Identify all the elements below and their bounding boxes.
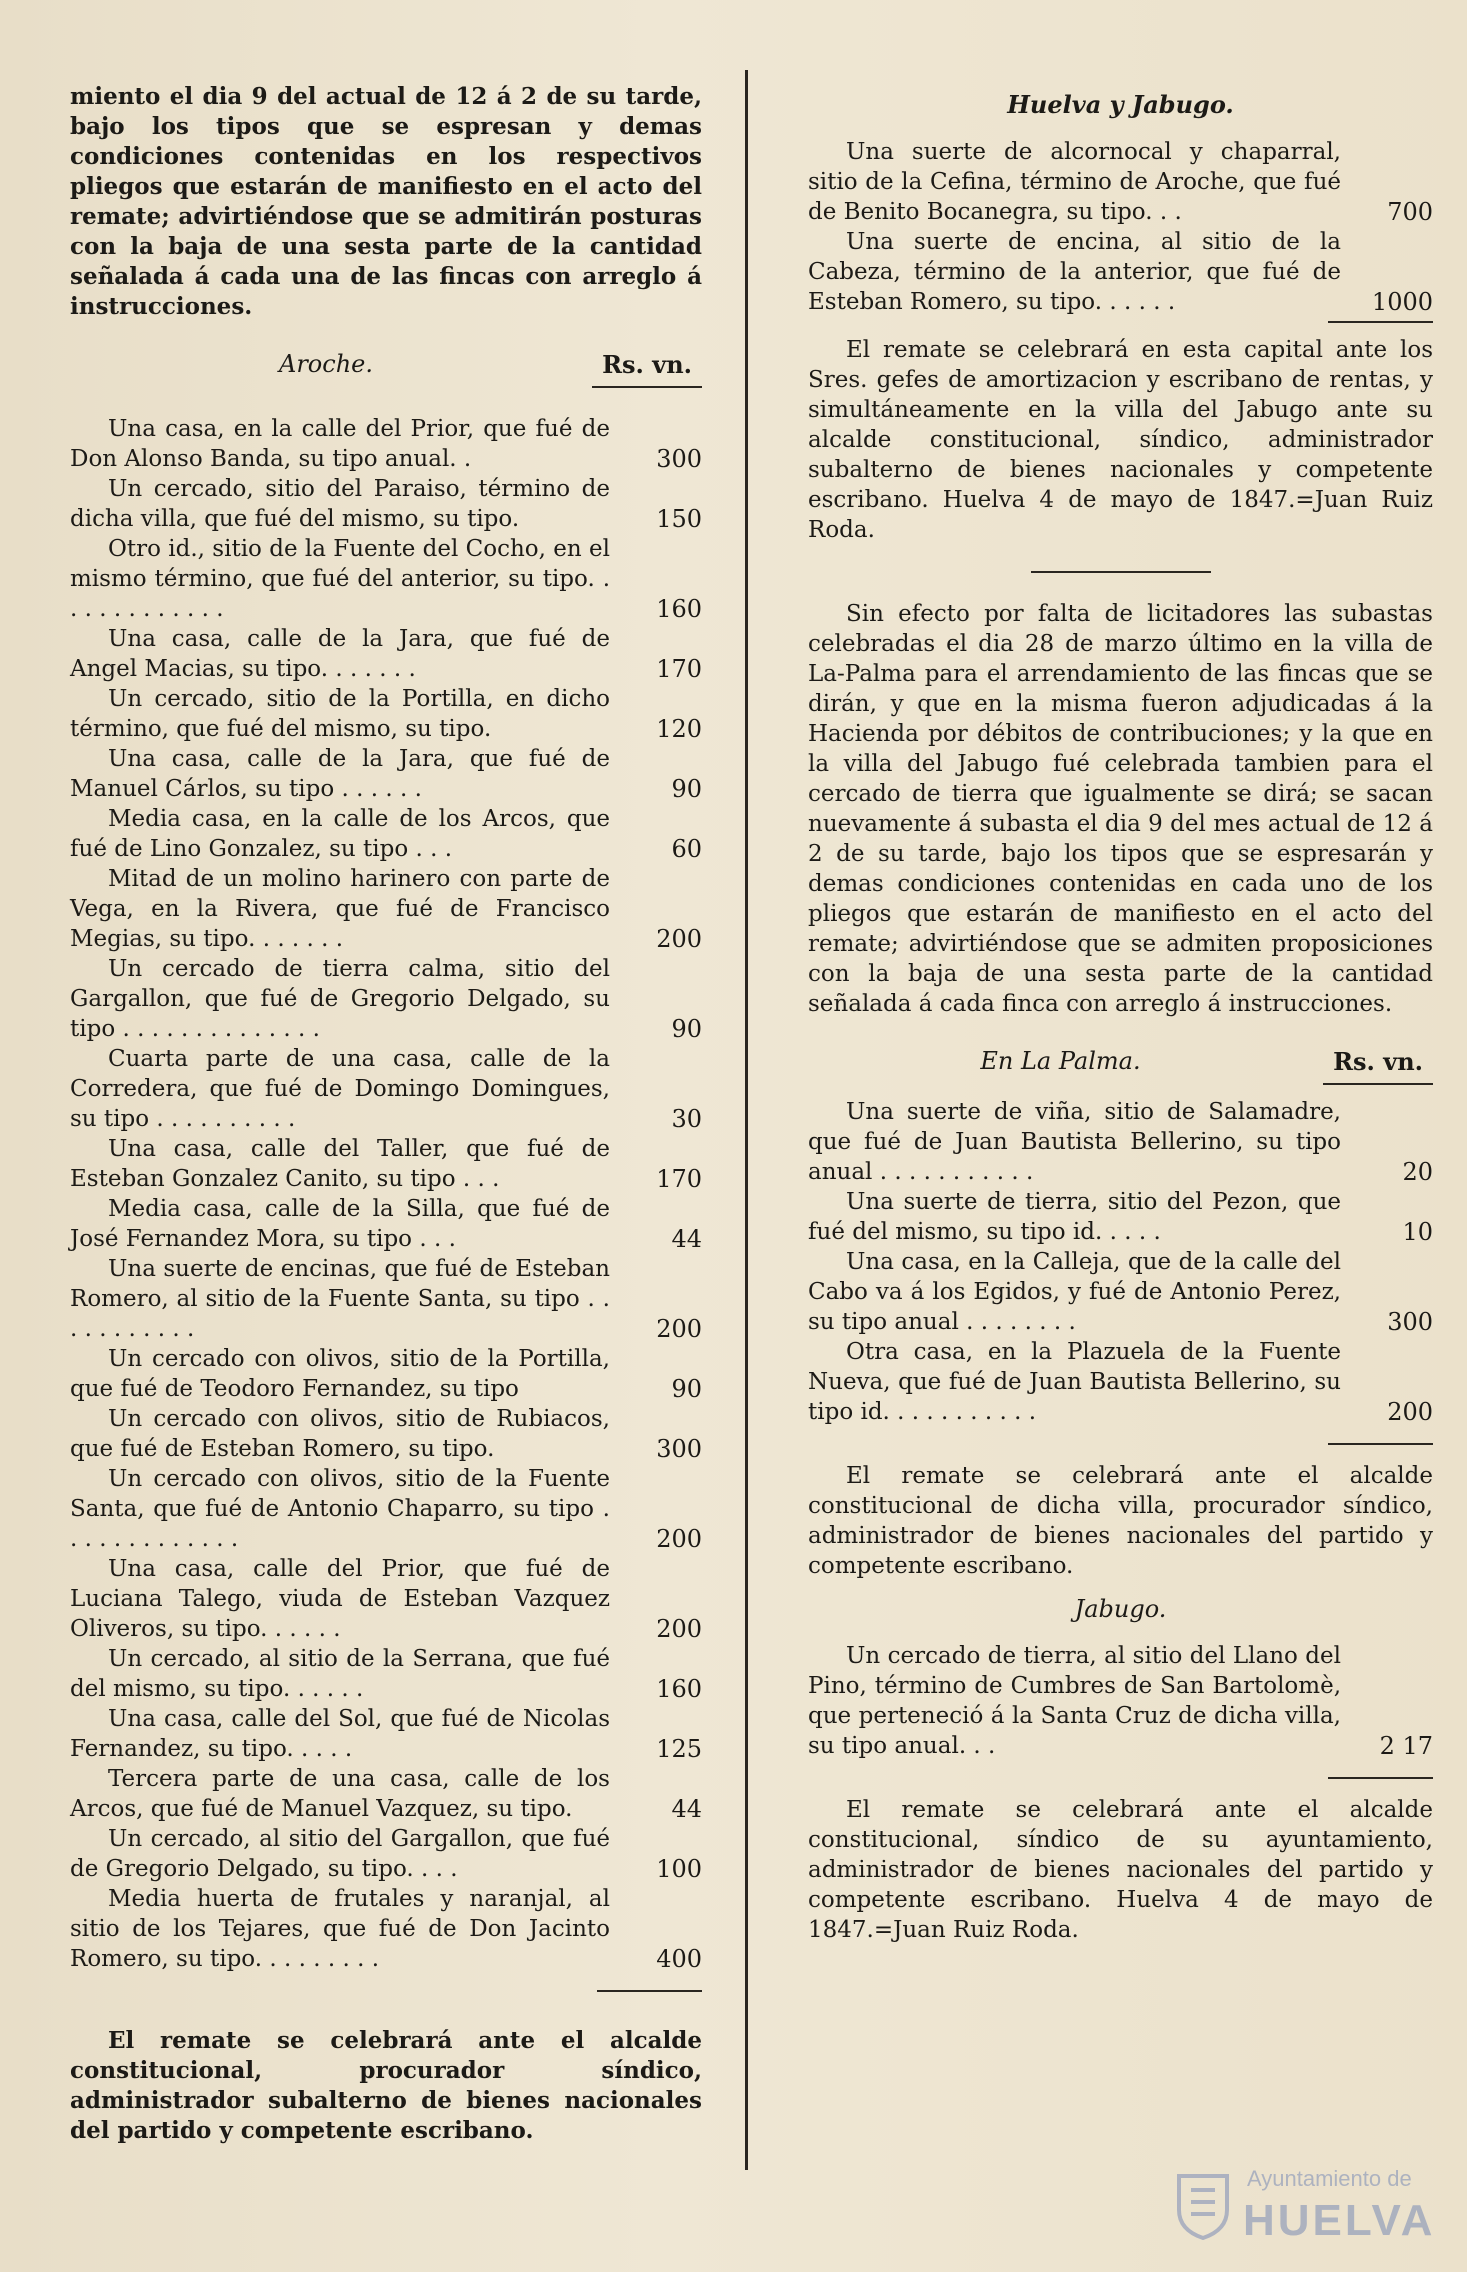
list-item (70, 1254, 702, 1344)
list-item (70, 474, 702, 534)
list-item (808, 1641, 1433, 1761)
item-price: 90 (671, 1375, 702, 1403)
item-price: 90 (671, 1015, 702, 1043)
item-description: Una suerte de viña, sitio de Salamadre, que fué de Juan Bautista Bellerino, su tipo anual . . . . . . . . . . . (808, 1099, 1341, 1185)
item-description: Un cercado, al sitio del Gargallon, que fué de Gregorio Delgado, su tipo. . . . (70, 1826, 610, 1882)
item-price: 20 (1402, 1158, 1433, 1186)
ayuntamiento-watermark (1175, 2160, 1445, 2260)
jabugo-item-list (808, 1641, 1433, 1761)
item-price: 170 (656, 655, 702, 683)
item-price: 44 (671, 1795, 702, 1823)
item-description: Mitad de un molino harinero con parte de Vega, en la Rivera, que fué de Francisco Megias, su tipo. . . . . . . (70, 866, 610, 952)
city-shield-icon (1175, 2170, 1231, 2240)
intro-paragraph: miento el dia 9 del actual de 12 á 2 de su tarde, bajo los tipos que se espresan y demas condiciones contenidas en los respectivos pliegos que estarán de manifiesto en el acto del remate; advirtiéndose que se admitirán posturas con la baja de una sesta parte de la cantidad señalada á cada una de las fincas con arreglo á instrucciones. (70, 83, 702, 320)
list-item (808, 227, 1433, 317)
list-item (808, 1187, 1433, 1247)
list-item (808, 1247, 1433, 1337)
section-header-la-palma (808, 1041, 1433, 1085)
subasta-paragraph: Sin efecto por falta de licitadores las subastas celebradas el dia 28 de marzo último en la villa de La-Palma para el arrendamiento de las fincas que se dirán, y que en la misma fueron adjudicadas á la Hacienda por débitos de contribuciones; y la que en la villa del Jabugo fué celebrada tambien para el cercado de tierra que igualmente se dirá; se sacan nuevamente á subasta el dia 9 del mes actual de 12 á 2 de su tarde, bajo los tipos que se espresarán y demas condiciones contenidas en cada uno de los pliegos que estarán de manifiesto en el acto del remate; advirtiéndose que se admiten proposiciones con la baja de una sesta parte de la cantidad señalada á cada finca con arreglo á instrucciones. (808, 601, 1433, 1017)
remate-paragraph-3: El remate se celebrará ante el alcalde constitucional, síndico de su ayuntamiento, administrador de bienes nacionales del partido y competente escribano. Huelva 4 de mayo de 1847.=Juan Ruiz Roda. (808, 1797, 1433, 1943)
watermark-main-text: HUELVA (1243, 2196, 1436, 2245)
list-item (70, 1764, 702, 1824)
item-description: Tercera parte de una casa, calle de los Arcos, que fué de Manuel Vazquez, su tipo. (70, 1766, 610, 1822)
item-description: Una casa, calle del Prior, que fué de Luciana Talego, viuda de Esteban Vazquez Oliveros, su tipo. . . . . . (70, 1556, 610, 1642)
item-price: 300 (656, 445, 702, 473)
list-item (70, 954, 702, 1044)
item-price: 150 (656, 505, 702, 533)
item-description: Media huerta de frutales y naranjal, al sitio de los Tejares, que fué de Don Jacinto Romero, su tipo. . . . . . . . . (70, 1886, 610, 1972)
list-item (70, 864, 702, 954)
remate-paragraph-1: El remate se celebrará en esta capital ante los Sres. gefes de amortizacion y escribano de rentas, y simultáneamente en la villa del Jabugo ante su alcalde constitucional, síndico, administrador subalterno de bienes nacionales y competente escribano. Huelva 4 de mayo de 1847.=Juan Ruiz Roda. (808, 337, 1433, 543)
aroche-item-list (70, 414, 702, 1974)
list-item (70, 1704, 702, 1764)
section-title-aroche: Aroche. (279, 350, 373, 378)
section-title-la-palma: En La Palma. (980, 1047, 1141, 1075)
watermark-top-text: Ayuntamiento de (1247, 2166, 1412, 2191)
item-description: Una suerte de encina, al sitio de la Cabeza, término de la anterior, que fué de Esteban Romero, su tipo. . . . . . (808, 229, 1341, 315)
section-title-jabugo: Jabugo. (1074, 1595, 1167, 1623)
list-item (70, 1404, 702, 1464)
huelva-item-list (808, 137, 1433, 317)
list-item (70, 804, 702, 864)
list-item (70, 1044, 702, 1134)
item-description: Una casa, calle de la Jara, que fué de Angel Macias, su tipo. . . . . . . (70, 626, 610, 682)
item-price: 1000 (1371, 288, 1433, 316)
list-item (70, 1644, 702, 1704)
item-price: 30 (671, 1105, 702, 1133)
item-price: 125 (656, 1735, 702, 1763)
list-item (70, 1464, 702, 1554)
list-item (808, 1337, 1433, 1427)
closing-paragraph: El remate se celebrará ante el alcalde constitucional, procurador síndico, administrador subalterno de bienes nacionales del partido y competente escribano. (70, 2027, 702, 2144)
jabugo-rule (1328, 1777, 1433, 1779)
list-item (808, 137, 1433, 227)
remate-paragraph-2: El remate se celebrará ante el alcalde constitucional de dicha villa, procurador síndico, administrador de bienes nacionales del partido y competente escribano. (808, 1463, 1433, 1579)
item-price: 10 (1402, 1218, 1433, 1246)
item-description: Una casa, calle del Taller, que fué de Esteban Gonzalez Canito, su tipo . . . (70, 1136, 610, 1192)
item-price: 200 (656, 1315, 702, 1343)
item-description: Otra casa, en la Plazuela de la Fuente Nueva, que fué de Juan Bautista Bellerino, su tipo id. . . . . . . . . . . (808, 1339, 1341, 1425)
item-price: 44 (671, 1225, 702, 1253)
item-description: Un cercado, al sitio de la Serrana, que fué del mismo, su tipo. . . . . . (70, 1646, 610, 1702)
list-item (70, 624, 702, 684)
item-description: Cuarta parte de una casa, calle de la Corredera, que fué de Domingo Domingues, su tipo . . . . . . . . . . (70, 1046, 610, 1132)
item-description: Una casa, calle del Sol, que fué de Nicolas Fernandez, su tipo. . . . . (70, 1706, 610, 1762)
item-price: 200 (656, 1615, 702, 1643)
total-rule (597, 1990, 702, 1992)
item-price: 90 (671, 775, 702, 803)
huelva-rule (1328, 321, 1433, 323)
right-header: Huelva y Jabugo. (1007, 90, 1234, 119)
item-description: Un cercado, sitio del Paraiso, término de dicha villa, que fué del mismo, su tipo. (70, 476, 610, 532)
item-description: Media casa, calle de la Silla, que fué de José Fernandez Mora, su tipo . . . (70, 1196, 610, 1252)
item-price: 170 (656, 1165, 702, 1193)
item-price: 100 (656, 1855, 702, 1883)
item-price: 60 (671, 835, 702, 863)
item-price: 2 17 (1379, 1732, 1433, 1760)
list-item (70, 684, 702, 744)
item-price: 200 (1387, 1398, 1433, 1426)
item-description: Un cercado de tierra, al sitio del Llano del Pino, término de Cumbres de San Bartolomè, que perteneció á la Santa Cruz de dicha villa, su tipo anual. . . (808, 1643, 1341, 1759)
item-description: Una casa, en la calle del Prior, que fué de Don Alonso Banda, su tipo anual. . (70, 416, 610, 472)
list-item (70, 1884, 702, 1974)
item-description: Otro id., sitio de la Fuente del Cocho, en el mismo término, que fué del anterior, su tipo. . . . . . . . . . . . . (70, 536, 610, 622)
list-item (70, 414, 702, 474)
item-price: 400 (656, 1945, 702, 1973)
item-description: Una suerte de tierra, sitio del Pezon, que fué del mismo, su tipo id. . . . . (808, 1189, 1341, 1245)
list-item (70, 534, 702, 624)
item-description: Un cercado con olivos, sitio de la Portilla, que fué de Teodoro Fernandez, su tipo (70, 1346, 610, 1402)
section-header-aroche (70, 344, 702, 388)
list-item (70, 744, 702, 804)
la-palma-rule (1328, 1443, 1433, 1445)
item-description: Una casa, en la Calleja, que de la calle del Cabo va á los Egidos, y fué de Antonio Perez, su tipo anual . . . . . . . . (808, 1249, 1341, 1335)
item-description: Una suerte de encinas, que fué de Esteban Romero, al sitio de la Fuente Santa, su tipo . . . . . . . . . . . (70, 1256, 610, 1342)
list-item (70, 1824, 702, 1884)
la-palma-item-list (808, 1097, 1433, 1427)
item-price: 300 (656, 1435, 702, 1463)
right-column (808, 82, 1433, 1945)
list-item (70, 1344, 702, 1404)
list-item (70, 1194, 702, 1254)
item-description: Media casa, en la calle de los Arcos, que fué de Lino Gonzalez, su tipo . . . (70, 806, 610, 862)
item-price: 200 (656, 925, 702, 953)
item-price: 160 (656, 595, 702, 623)
list-item (70, 1134, 702, 1194)
list-item (70, 1554, 702, 1644)
item-price: 300 (1387, 1308, 1433, 1336)
center-rule (1031, 571, 1211, 573)
item-description: Una casa, calle de la Jara, que fué de Manuel Cárlos, su tipo . . . . . . (70, 746, 610, 802)
left-column (70, 82, 702, 2146)
item-description: Un cercado con olivos, sitio de Rubiacos, que fué de Esteban Romero, su tipo. (70, 1406, 610, 1462)
item-description: Una suerte de alcornocal y chaparral, sitio de la Cefina, término de Aroche, que fué de Benito Bocanegra, su tipo. . . (808, 139, 1341, 225)
list-item (808, 1097, 1433, 1187)
item-price: 120 (656, 715, 702, 743)
unit-label: Rs. vn. (602, 350, 692, 379)
item-price: 160 (656, 1675, 702, 1703)
column-divider (745, 70, 748, 2170)
unit-label: Rs. vn. (1333, 1047, 1423, 1076)
item-price: 700 (1387, 198, 1433, 226)
item-price: 200 (656, 1525, 702, 1553)
item-description: Un cercado, sitio de la Portilla, en dicho término, que fué del mismo, su tipo. (70, 686, 610, 742)
header-rule (1323, 1083, 1433, 1085)
header-rule (592, 386, 702, 388)
item-description: Un cercado con olivos, sitio de la Fuente Santa, que fué de Antonio Chaparro, su tipo . . . . . . . . . . . . . (70, 1466, 610, 1552)
item-description: Un cercado de tierra calma, sitio del Gargallon, que fué de Gregorio Delgado, su tipo . . . . . . . . . . . . . . (70, 956, 610, 1042)
